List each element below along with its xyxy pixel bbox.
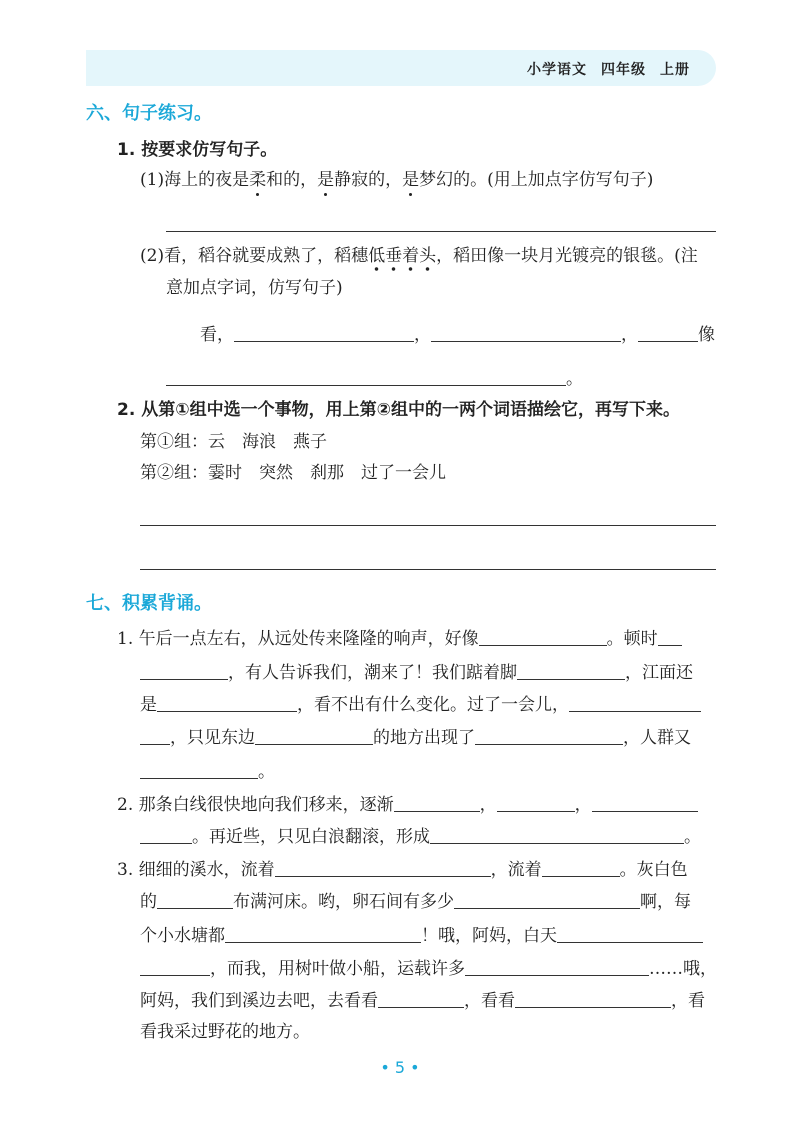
s7-q2-line2: 。再近些，只见白浪翻滚，形成 。 xyxy=(140,826,701,847)
fill-blank[interactable] xyxy=(166,368,566,386)
dot-char: 柔 xyxy=(249,170,267,190)
fill-blank[interactable] xyxy=(140,958,210,976)
s7-q1-line3: 是 ，看不出有什么变化。过了一会儿， xyxy=(140,694,701,715)
header-text xyxy=(527,59,690,79)
s6-q2-group1: 第①组：云 海浪 燕子 xyxy=(140,432,327,452)
s6-q1-fill-row2: 。 xyxy=(166,368,583,389)
fill-blank[interactable] xyxy=(157,694,297,712)
s6-q2-group2: 第②组：霎时 突然 刹那 过了一会儿 xyxy=(140,463,446,483)
fill-blank[interactable] xyxy=(569,694,701,712)
s7-q1-line1: 1. 午后一点左右，从远处传来隆隆的响声，好像 。顿时 xyxy=(117,628,682,649)
fill-blank[interactable] xyxy=(431,324,621,342)
fill-blank[interactable] xyxy=(515,990,671,1008)
fill-blank[interactable] xyxy=(592,794,698,812)
dotted-phrase: 低垂着头 xyxy=(368,246,436,272)
s7-q3-line1: 3. 细细的溪水，流着 ，流着 。灰白色 xyxy=(117,860,688,880)
answer-line[interactable] xyxy=(140,525,716,526)
s7-q1-line4: ，只见东边 的地方出现了 ，人群又 xyxy=(140,727,691,748)
fill-blank[interactable] xyxy=(140,662,228,680)
fill-blank[interactable] xyxy=(394,794,480,812)
fill-blank[interactable] xyxy=(454,891,640,909)
fill-blank[interactable] xyxy=(140,761,258,779)
dot-char: 是 xyxy=(317,170,335,190)
fill-blank[interactable] xyxy=(378,990,464,1008)
header-grade: 四年级 xyxy=(601,62,646,78)
header-bar xyxy=(86,50,716,86)
answer-line[interactable] xyxy=(166,231,716,232)
s6-q1-part2: (2)看，稻谷就要成熟了，稻穗低垂着头，稻田像一块月光镀亮的银毯。(注 xyxy=(140,246,698,266)
s7-q3-line4: ，而我，用树叶做小船，运载许多 ……哦， xyxy=(140,958,717,979)
s7-q3-line2: 的 布满河床。哟，卵石间有多少 啊，每 xyxy=(140,892,691,912)
header-subject: 小学语文 xyxy=(527,62,587,78)
fill-blank[interactable] xyxy=(225,925,421,943)
fill-blank[interactable] xyxy=(542,859,620,877)
s6-q1-part2-line2: 意加点字词，仿写句子) xyxy=(166,278,343,298)
fill-blank[interactable] xyxy=(430,826,684,844)
fill-blank[interactable] xyxy=(140,826,192,844)
fill-blank[interactable] xyxy=(497,794,575,812)
s6-q2-title: 2. 从第①组中选一个事物，用上第②组中的一两个词语描绘它，再写下来。 xyxy=(117,400,680,420)
s7-q2-line1: 2. 那条白线很快地向我们移来，逐渐 ， ， xyxy=(117,794,698,815)
s6-q1-part1: (1)海上的夜是柔和的，是静寂的，是梦幻的。(用上加点字仿写句子) xyxy=(140,170,654,190)
s7-q3-line5: 阿妈，我们到溪边去吧，去看看 ，看看 ，看 xyxy=(140,991,705,1011)
page-number: • 5 • xyxy=(380,1058,420,1077)
fill-blank[interactable] xyxy=(140,727,170,745)
fill-blank[interactable] xyxy=(479,628,607,646)
s7-q3-line6: 看我采过野花的地方。 xyxy=(140,1022,310,1042)
fill-blank[interactable] xyxy=(638,324,698,342)
header-volume: 上册 xyxy=(660,62,690,78)
fill-blank[interactable] xyxy=(275,859,491,877)
s7-q1-line2: ，有人告诉我们，潮来了！我们踮着脚 ，江面还 xyxy=(140,662,693,683)
s7-q1-line5: 。 xyxy=(140,761,275,782)
fill-blank[interactable] xyxy=(465,958,649,976)
s6-q1-title: 1. 按要求仿写句子。 xyxy=(117,140,278,160)
fill-blank[interactable] xyxy=(658,628,682,646)
section6-title: 六、句子练习。 xyxy=(86,103,212,124)
fill-blank[interactable] xyxy=(255,727,373,745)
fill-blank[interactable] xyxy=(557,925,703,943)
fill-blank[interactable] xyxy=(234,324,414,342)
s7-q3-line3: 个小水塘都 ！哦，阿妈，白天 xyxy=(140,925,703,946)
section7-title: 七、积累背诵。 xyxy=(86,593,212,614)
fill-blank[interactable] xyxy=(475,727,623,745)
fill-blank[interactable] xyxy=(157,891,233,909)
answer-line[interactable] xyxy=(140,569,716,570)
fill-blank[interactable] xyxy=(517,662,625,680)
s6-q1-fill-row: 看， ， ， 像 xyxy=(200,325,715,345)
dot-char: 是 xyxy=(402,170,420,190)
